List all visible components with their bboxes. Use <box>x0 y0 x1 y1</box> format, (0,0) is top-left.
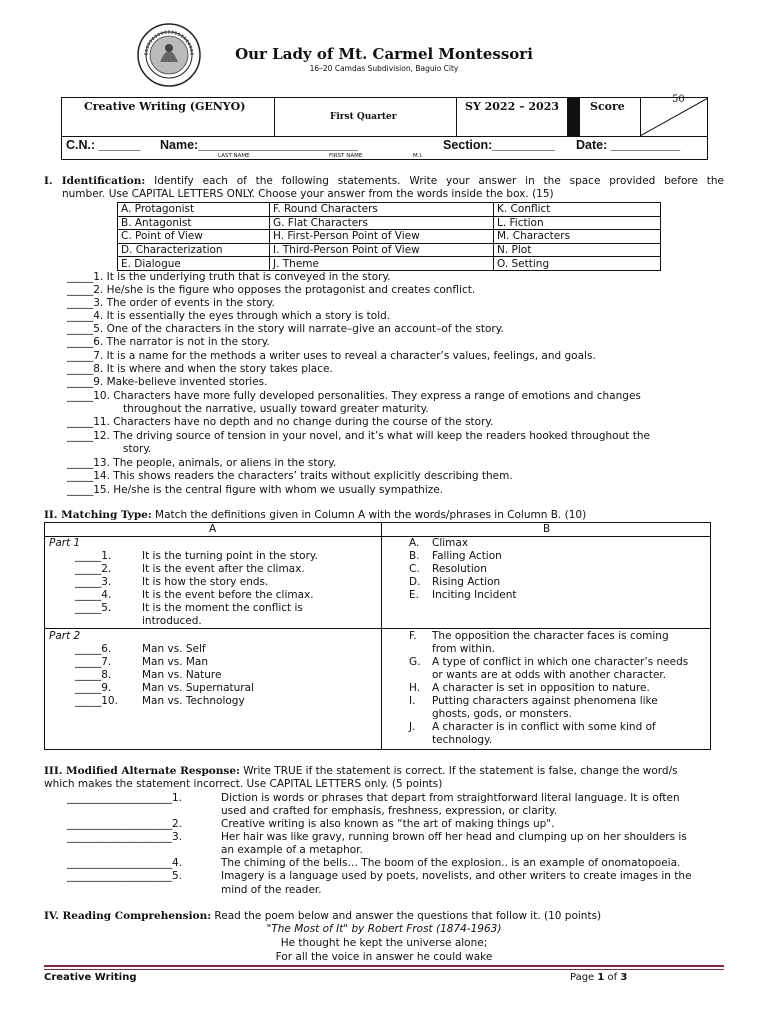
word-bank-cell: O. Setting <box>494 257 661 271</box>
identification-item[interactable]: _____3. The order of events in the story. <box>67 297 275 309</box>
statement-text: Creative writing is also known as “the art of making things up". <box>221 818 555 830</box>
reading-instr: Read the poem below and answer the questions that follow it. (10 points) <box>211 910 602 922</box>
alternate-response-instr-1: Write TRUE if the statement is correct. If the statement is false, change the word/s <box>239 765 678 777</box>
first-name-caption: FIRST NAME <box>329 153 363 159</box>
identification-item[interactable]: _____11. Characters have no depth and no change during the course of the story. <box>67 416 494 428</box>
matching-instructions <box>44 509 724 522</box>
match-option-letter: A. <box>409 537 420 549</box>
statement-text: Diction is words or phrases that depart from straightforward literal language. It is often <box>221 792 680 804</box>
match-option-letter: C. <box>409 563 420 575</box>
identification-item[interactable]: _____13. The people, animals, or aliens in the story. <box>67 457 337 469</box>
school-address: 16–20 Camdas Subdivision, Baguio City <box>309 64 459 73</box>
page-number <box>570 972 627 983</box>
current-page: 1 <box>597 972 605 983</box>
word-bank-cell: G. Flat Characters <box>270 216 494 230</box>
answer-blank[interactable]: ____________________2. <box>67 818 183 830</box>
student-info-box <box>61 94 708 160</box>
alternate-response-instr-2: which makes the statement incorrect. Use CAPITAL LETTERS only. (5 points) <box>44 778 443 790</box>
word-bank-cell: F. Round Characters <box>270 203 494 217</box>
reading-instructions <box>44 910 724 923</box>
column-b-header: B <box>543 523 551 535</box>
match-option: Climax <box>432 537 469 549</box>
match-definition: It is the event after the climax. <box>142 563 305 575</box>
statement-text-cont: mind of the reader. <box>221 884 322 896</box>
word-bank-cell: L. Fiction <box>494 216 661 230</box>
identification-item[interactable]: _____4. It is essentially the eyes through which a story is told. <box>67 310 391 322</box>
match-option-letter: E. <box>409 589 419 601</box>
poem-line: He thought he kept the universe alone; <box>280 937 488 949</box>
match-option-letter: F. <box>409 630 417 642</box>
subject-label: Creative Writing (GENYO) <box>84 100 246 113</box>
word-bank-cell: E. Dialogue <box>118 257 270 271</box>
match-definition: It is how the story ends. <box>142 576 269 588</box>
match-option: technology. <box>432 734 493 746</box>
match-option: Putting characters against phenomena like <box>432 695 658 707</box>
identification-item-cont: throughout the narrative, usually toward greater maturity. <box>123 403 429 415</box>
class-number-field[interactable]: C.N.: ______ <box>66 138 141 152</box>
identification-item[interactable]: _____2. He/she is the figure who opposes the protagonist and creates conflict. <box>67 284 476 296</box>
match-option: or wants are at odds with another character. <box>432 669 667 681</box>
footer-rule <box>44 965 724 967</box>
match-definition: It is the event before the climax. <box>142 589 314 601</box>
identification-item[interactable]: _____6. The narrator is not in the story. <box>67 336 270 348</box>
poem-line: For all the voice in answer he could wake <box>275 951 493 963</box>
poem-title: "The Most of It" by Robert Frost (1874-1963) <box>266 923 502 935</box>
match-definition-cont: introduced. <box>142 615 202 627</box>
match-definition: Man vs. Nature <box>142 669 222 681</box>
identification-item-cont: story. <box>123 443 152 455</box>
quarter-label: First Quarter <box>330 112 397 122</box>
footer-subject: Creative Writing <box>44 972 137 983</box>
identification-item[interactable]: _____8. It is where and when the story takes place. <box>67 363 333 375</box>
part2-label: Part 2 <box>49 630 81 642</box>
word-bank-cell: B. Antagonist <box>118 216 270 230</box>
match-definition: Man vs. Man <box>142 656 208 668</box>
identification-item[interactable]: _____12. The driving source of tension in your novel, and it’s what will keep the readers hooked throughout the <box>67 430 650 442</box>
alternate-response-heading: III. Modified Alternate Response: <box>44 765 240 777</box>
date-field[interactable]: Date: __________ <box>576 138 681 152</box>
page-of: of <box>604 972 621 983</box>
statement-text-cont: used and crafted for emphasis, freshness, expression, or clarity. <box>221 805 558 817</box>
match-blank[interactable]: _____6. <box>75 643 112 655</box>
match-option: Resolution <box>432 563 487 575</box>
match-blank[interactable]: _____4. <box>75 589 112 601</box>
section-field[interactable]: Section:_________ <box>443 138 555 152</box>
word-bank-cell: C. Point of View <box>118 230 270 244</box>
match-definition: Man vs. Self <box>142 643 206 655</box>
match-blank[interactable]: _____9. <box>75 682 112 694</box>
answer-blank[interactable]: ____________________5. <box>67 870 183 882</box>
answer-blank[interactable]: ____________________1. <box>67 792 183 804</box>
word-bank-cell: J. Theme <box>270 257 494 271</box>
column-a-header: A <box>209 523 217 535</box>
match-definition: It is the moment the conflict is <box>142 602 303 614</box>
score-label: Score <box>590 100 625 113</box>
matching-instr: Match the definitions given in Column A with the words/phrases in Column B. (10) <box>151 509 587 521</box>
word-bank-cell: I. Third-Person Point of View <box>270 243 494 257</box>
match-option: Falling Action <box>432 550 502 562</box>
match-option-letter: J. <box>409 721 416 733</box>
word-bank-table <box>117 202 661 271</box>
match-option-letter: G. <box>409 656 421 668</box>
match-option: The opposition the character faces is coming <box>432 630 669 642</box>
match-blank[interactable]: _____1. <box>75 550 112 562</box>
answer-blank[interactable]: ____________________4. <box>67 857 183 869</box>
reading-heading: IV. Reading Comprehension: <box>44 910 212 922</box>
matching-table <box>44 522 711 750</box>
match-option-letter: H. <box>409 682 421 694</box>
match-option-letter: B. <box>409 550 420 562</box>
match-blank[interactable]: _____8. <box>75 669 112 681</box>
match-blank[interactable]: _____2. <box>75 563 112 575</box>
word-bank-cell: K. Conflict <box>494 203 661 217</box>
identification-item[interactable]: _____10. Characters have more fully developed personalities. They express a range of emotions and changes <box>67 390 641 402</box>
identification-item[interactable]: _____1. It is the underlying truth that is conveyed in the story. <box>67 271 391 283</box>
match-definition: Man vs. Supernatural <box>142 682 254 694</box>
match-option-letter: I. <box>409 695 416 707</box>
name-field[interactable]: Name:_______________________ <box>160 138 359 152</box>
statement-text: Imagery is a language used by poets, novelists, and other writers to create images in the <box>221 870 692 882</box>
word-bank-cell: D. Characterization <box>118 243 270 257</box>
match-option: from within. <box>432 643 495 655</box>
answer-blank[interactable]: ____________________3. <box>67 831 183 843</box>
identification-heading: I. Identification: <box>44 175 146 187</box>
match-blank[interactable]: _____5. <box>75 602 112 614</box>
page-prefix: Page <box>570 972 598 983</box>
word-bank-cell: M. Characters <box>494 230 661 244</box>
match-option: A character is in conflict with some kind of <box>432 721 656 733</box>
identification-item[interactable]: _____7. It is a name for the methods a writer uses to reveal a character’s values, feelings, and goals. <box>67 350 596 362</box>
last-name-caption: LAST NAME <box>218 153 250 159</box>
alternate-response-instructions <box>44 765 724 791</box>
identification-item[interactable]: _____14. This shows readers the characters’ traits without explicitly describing them. <box>67 470 513 482</box>
matching-heading: II. Matching Type: <box>44 509 152 521</box>
identification-item[interactable]: _____5. One of the characters in the story will narrate–give an account–of the story. <box>67 323 504 335</box>
match-definition: Man vs. Technology <box>142 695 245 707</box>
identification-instr-2: number. Use CAPITAL LETTERS ONLY. Choose your answer from the words inside the box. (15) <box>62 188 554 200</box>
identification-instr-1: Identify each of the following statements. Write your answer in the space provided before the <box>145 175 724 187</box>
match-option: A type of conflict in which one character’s needs <box>432 656 689 668</box>
match-option: A character is set in opposition to nature. <box>432 682 650 694</box>
match-option: Rising Action <box>432 576 501 588</box>
word-bank-cell: H. First-Person Point of View <box>270 230 494 244</box>
match-definition: It is the turning point in the story. <box>142 550 318 562</box>
match-blank[interactable]: _____7. <box>75 656 112 668</box>
footer-rule <box>44 969 724 970</box>
match-blank[interactable]: _____3. <box>75 576 112 588</box>
black-divider <box>567 98 580 136</box>
statement-text-cont: an example of a metaphor. <box>221 844 363 856</box>
total-score: 50 <box>672 94 685 105</box>
mi-caption: M.I. <box>413 153 423 159</box>
identification-item[interactable]: _____9. Make-believe invented stories. <box>67 376 268 388</box>
identification-instructions <box>44 175 724 201</box>
statement-text: Her hair was like gravy, running brown off her head and clumping up on her shoulders is <box>221 831 687 843</box>
total-pages: 3 <box>620 972 628 983</box>
match-option: ghosts, gods, or monsters. <box>432 708 572 720</box>
word-bank-cell: N. Plot <box>494 243 661 257</box>
school-name: Our Lady of Mt. Carmel Montessori <box>235 45 533 63</box>
match-option-letter: D. <box>409 576 421 588</box>
word-bank-cell: A. Protagonist <box>118 203 270 217</box>
school-year-label: SY 2022 – 2023 <box>465 100 560 113</box>
match-blank[interactable]: _____10. <box>75 695 118 707</box>
match-option: Inciting Incident <box>432 589 517 601</box>
part1-label: Part 1 <box>49 537 81 549</box>
identification-item[interactable]: _____15. He/she is the central figure with whom we usually sympathize. <box>67 484 444 496</box>
statement-text: The chiming of the bells… The boom of the explosion.. is an example of onomatopoeia. <box>221 857 681 869</box>
